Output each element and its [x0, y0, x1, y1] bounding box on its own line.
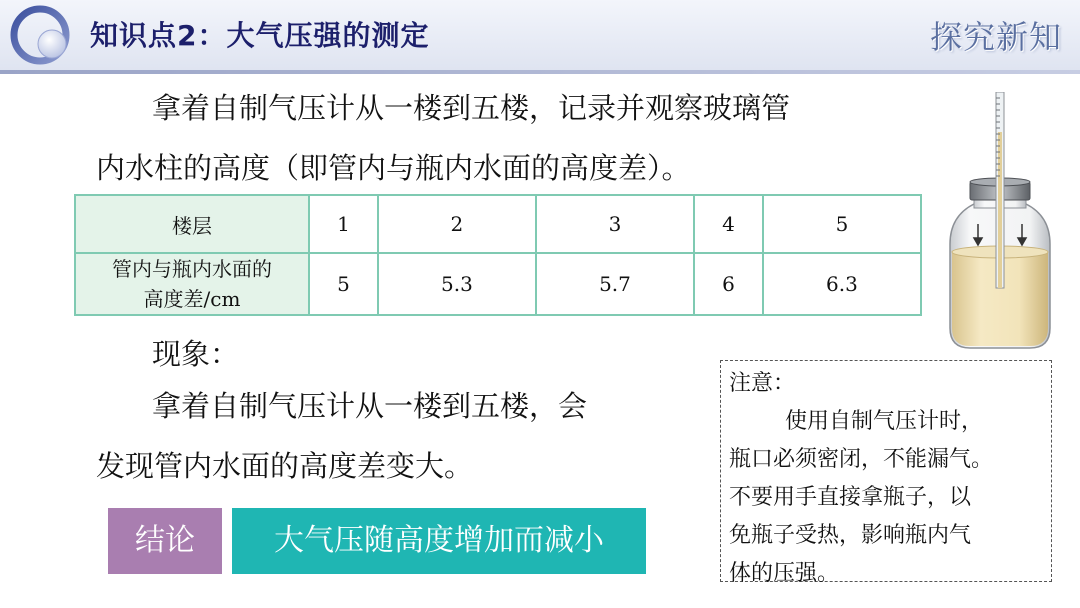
table-cell: 5.3	[378, 253, 536, 315]
note-box	[720, 360, 1052, 586]
note-line-5: 体的压强。	[729, 561, 840, 586]
table-cell: 5	[763, 195, 921, 253]
table-cell: 6.3	[763, 253, 921, 315]
phenomenon-label: 现象：	[152, 337, 240, 371]
row-label-line-1: 管内与瓶内水面的	[112, 257, 272, 281]
table-cell: 3	[536, 195, 694, 253]
conclusion-text: 大气压随高度增加而减小	[232, 508, 646, 574]
table-row-floors	[75, 195, 921, 253]
row-label-line-2: 高度差/cm	[143, 287, 241, 311]
note-title: 注意：	[729, 371, 796, 396]
measurement-table	[74, 194, 922, 316]
table-cell: 2	[378, 195, 536, 253]
phenomenon-paragraph	[96, 376, 656, 496]
phenomenon-line-1: 拿着自制气压计从一楼到五楼，会	[152, 389, 588, 423]
table-row-heights	[75, 253, 921, 315]
table-cell: 4	[694, 195, 763, 253]
intro-paragraph	[96, 78, 896, 198]
note-line-2: 瓶口必须密闭，不能漏气。	[729, 447, 994, 472]
intro-line-2: 内水柱的高度（即管内与瓶内水面的高度差）。	[96, 151, 691, 185]
circle-logo-icon	[10, 4, 78, 66]
intro-line-1: 拿着自制气压计从一楼到五楼，记录并观察玻璃管	[152, 91, 791, 125]
table-cell: 6	[694, 253, 763, 315]
row-label-height-diff	[75, 253, 309, 315]
section-label: 探究新知	[929, 18, 1062, 56]
row-label-floor: 楼层	[75, 195, 309, 253]
header-divider	[0, 70, 1080, 74]
page-title: 知识点2：大气压强的测定	[90, 19, 430, 52]
note-line-3: 不要用手直接拿瓶子，以	[729, 485, 972, 510]
note-line-1: 使用自制气压计时，	[785, 409, 984, 434]
barometer-bottle-illustration	[944, 92, 1056, 354]
conclusion-label: 结论	[108, 508, 222, 574]
note-line-4: 免瓶子受热，影响瓶内气	[729, 523, 972, 548]
table-cell: 5.7	[536, 253, 694, 315]
phenomenon-line-2: 发现管内水面的高度差变大。	[96, 449, 474, 483]
table-cell: 1	[309, 195, 378, 253]
table-cell: 5	[309, 253, 378, 315]
